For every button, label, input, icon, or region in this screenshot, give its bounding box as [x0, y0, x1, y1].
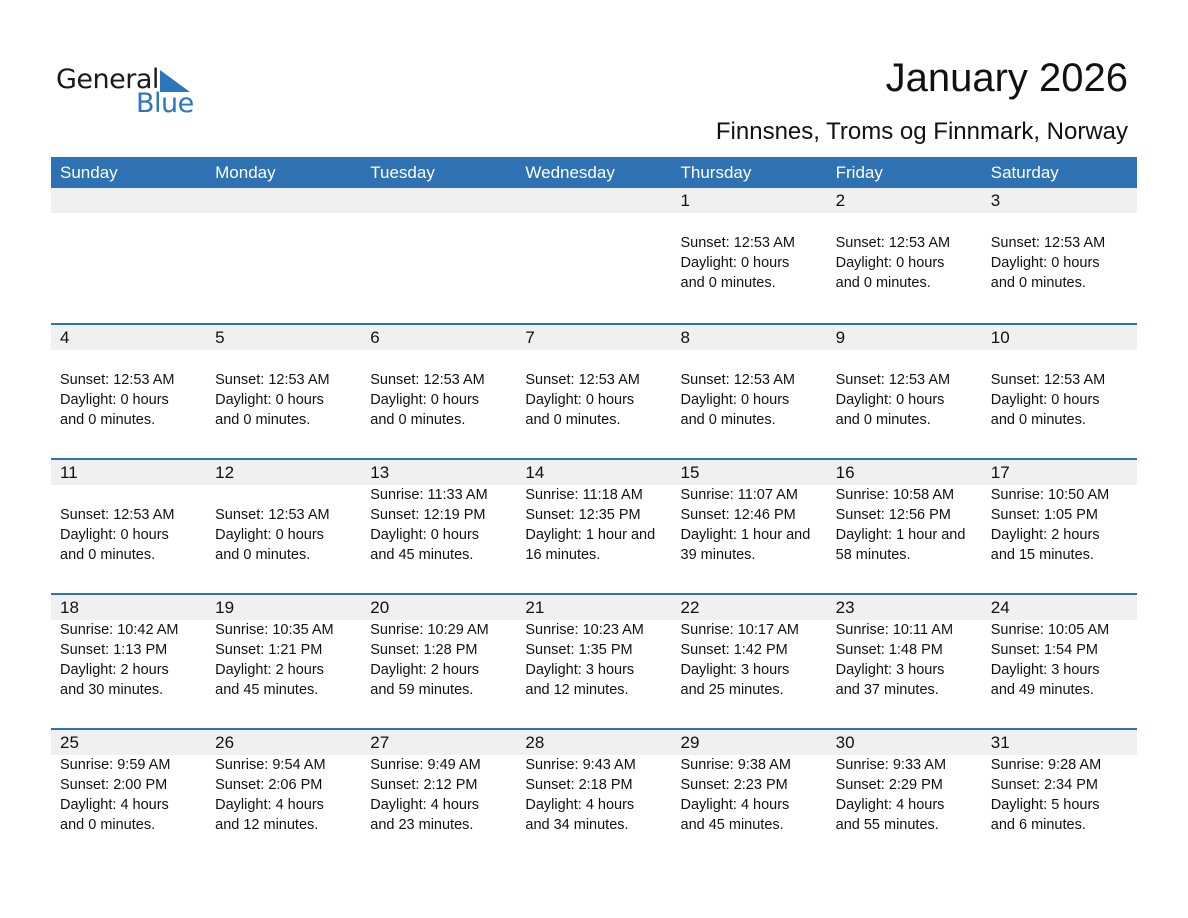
day-number: 21 — [525, 598, 545, 617]
daylight-text: Daylight: 4 hours — [680, 797, 790, 813]
day-cell — [982, 460, 1137, 593]
daylight-minutes-text: 16 minutes. — [525, 547, 601, 563]
daylight-minutes-text: and 37 minutes. — [835, 682, 939, 698]
day-number: 5 — [215, 328, 225, 347]
sunrise-text — [991, 213, 1137, 233]
sunset-text: Sunset: 12:46 PM — [680, 507, 796, 523]
day-cell — [361, 188, 516, 323]
daylight-text: Daylight: 2 hours — [370, 662, 480, 678]
day-number: 16 — [835, 463, 855, 482]
daylight-text: Daylight: 3 hours — [525, 662, 635, 678]
day-number: 7 — [525, 328, 535, 347]
sunrise-text — [681, 213, 827, 233]
calendar-week-row — [51, 458, 1137, 593]
daylight-minutes-text: and 0 minutes. — [990, 275, 1086, 291]
day-number: 6 — [370, 328, 380, 347]
sunrise-text — [991, 350, 1137, 370]
daylight-text: Daylight: 4 hours — [370, 797, 480, 813]
sunset-text: Sunset: 1:42 PM — [680, 642, 788, 658]
sunset-text: Sunset: 12:35 PM — [525, 507, 641, 523]
day-cell — [982, 595, 1137, 728]
day-number: 20 — [370, 598, 390, 617]
daylight-minutes-text: and 45 minutes. — [370, 547, 474, 563]
day-number: 11 — [60, 463, 78, 482]
daylight-minutes-text: and 12 minutes. — [525, 682, 629, 698]
sunrise-text — [215, 350, 361, 370]
sunrise-text: Sunrise: 9:54 AM — [215, 757, 326, 773]
sunset-text: Sunset: 2:12 PM — [370, 777, 478, 793]
sunset-text: Sunset: 12:56 PM — [835, 507, 951, 523]
day-cell — [516, 188, 671, 323]
daylight-minutes-text: and 0 minutes. — [990, 412, 1086, 428]
day-cell — [672, 730, 827, 863]
daylight-minutes-text: and 0 minutes. — [680, 412, 776, 428]
day-cell — [827, 460, 982, 593]
day-cell — [516, 325, 671, 458]
daylight-text: Daylight: 3 hours — [990, 662, 1100, 678]
day-number: 25 — [60, 733, 79, 752]
day-number: 30 — [835, 733, 855, 752]
day-number: 15 — [680, 463, 700, 482]
day-cell — [982, 325, 1137, 458]
sunset-text: Sunset: 12:53 AM — [835, 235, 951, 251]
day-cell — [361, 595, 516, 728]
day-number — [525, 188, 671, 213]
sunrise-text — [836, 350, 982, 370]
day-cell — [827, 325, 982, 458]
sunrise-text: Sunrise: 10:35 AM — [215, 622, 334, 638]
day-number: 23 — [835, 598, 855, 617]
day-cell — [206, 730, 361, 863]
logo-text-blue: Blue — [136, 88, 194, 119]
sunset-text: Sunset: 12:53 AM — [525, 372, 640, 388]
sunrise-text — [681, 350, 827, 370]
sunset-text: Sunset: 1:35 PM — [525, 642, 633, 658]
sunset-text: Sunset: 1:28 PM — [370, 642, 478, 658]
day-cell — [361, 325, 516, 458]
sunset-text: Sunset: 1:21 PM — [215, 642, 323, 658]
calendar-week-row — [51, 188, 1137, 323]
sunrise-text: Sunrise: 9:49 AM — [370, 757, 481, 773]
sunrise-text: Sunrise: 10:11 AM — [835, 622, 954, 638]
week-days — [51, 325, 1137, 458]
sunset-text: Sunset: 2:18 PM — [525, 777, 633, 793]
weekday-saturday: Saturday — [990, 163, 1059, 182]
daylight-text: Daylight: 2 hours — [215, 662, 324, 678]
daylight-minutes-text: and 55 minutes. — [835, 817, 939, 833]
daylight-minutes-text: and 45 minutes. — [680, 817, 784, 833]
daylight-text: Daylight: 1 hour and — [835, 527, 966, 543]
sunset-text: Sunset: 2:29 PM — [835, 777, 943, 793]
daylight-text: Daylight: 0 hours — [60, 527, 169, 543]
daylight-text: Daylight: 1 hour and — [680, 527, 811, 543]
day-cell — [827, 595, 982, 728]
day-number: 4 — [60, 328, 70, 347]
day-cell — [672, 188, 827, 323]
daylight-text: Daylight: 0 hours — [215, 392, 324, 408]
sunset-text: Sunset: 1:48 PM — [835, 642, 943, 658]
daylight-text: Daylight: 0 hours — [60, 392, 169, 408]
day-number: 12 — [215, 463, 235, 482]
daylight-minutes-text: and 0 minutes. — [215, 547, 311, 563]
daylight-text: Daylight: 0 hours — [215, 527, 324, 543]
day-number: 31 — [990, 733, 1010, 752]
sunrise-text: Sunrise: 9:33 AM — [835, 757, 947, 773]
sunrise-text: Sunrise: 10:58 AM — [835, 487, 955, 503]
sunset-text: Sunset: 1:05 PM — [990, 507, 1098, 523]
day-number — [60, 188, 206, 213]
daylight-minutes-text: and 59 minutes. — [370, 682, 474, 698]
sunset-text: Sunset: 12:53 AM — [990, 372, 1106, 388]
sunrise-text: Sunrise: 9:43 AM — [525, 757, 636, 773]
weekday-tuesday: Tuesday — [370, 163, 435, 182]
day-cell — [516, 730, 671, 863]
sunset-text: Sunset: 2:34 PM — [990, 777, 1098, 793]
day-cell — [361, 460, 516, 593]
daylight-text: Daylight: 4 hours — [60, 797, 169, 813]
sunrise-text — [60, 350, 206, 370]
sunset-text: Sunset: 12:53 AM — [835, 372, 951, 388]
sunrise-text: Sunrise: 10:05 AM — [990, 622, 1110, 638]
day-number — [370, 188, 516, 213]
sunrise-text — [60, 485, 206, 505]
sunrise-text: Sunrise: 11:18 AM — [525, 487, 643, 503]
daylight-minutes-text: and 30 minutes. — [60, 682, 164, 698]
daylight-minutes-text: 39 minutes. — [680, 547, 756, 563]
sunset-text: Sunset: 12:53 AM — [370, 372, 485, 388]
daylight-text: Daylight: 1 hour and — [525, 527, 656, 543]
daylight-minutes-text: and 23 minutes. — [370, 817, 474, 833]
daylight-text: Daylight: 4 hours — [525, 797, 635, 813]
weekday-monday: Monday — [215, 163, 276, 182]
sunset-text: Sunset: 12:53 AM — [990, 235, 1106, 251]
sunrise-text: Sunrise: 10:42 AM — [60, 622, 179, 638]
sunrise-text — [525, 350, 671, 370]
week-days — [51, 460, 1137, 593]
day-number: 24 — [990, 598, 1010, 617]
week-days — [51, 188, 1137, 323]
day-cell — [672, 460, 827, 593]
page-title: January 2026 — [885, 56, 1128, 100]
daylight-text: Daylight: 3 hours — [680, 662, 790, 678]
day-cell — [982, 730, 1137, 863]
daylight-text: Daylight: 0 hours — [990, 392, 1100, 408]
day-cell — [51, 595, 206, 728]
day-number: 26 — [215, 733, 235, 752]
daylight-text: Daylight: 0 hours — [525, 392, 635, 408]
weekday-header-row — [51, 157, 1137, 188]
calendar-week-row — [51, 323, 1137, 458]
daylight-text: Daylight: 2 hours — [60, 662, 169, 678]
day-cell — [206, 460, 361, 593]
day-number: 2 — [835, 191, 846, 210]
day-number: 27 — [370, 733, 390, 752]
daylight-minutes-text: and 15 minutes. — [990, 547, 1094, 563]
day-number: 8 — [680, 328, 690, 347]
daylight-minutes-text: and 49 minutes. — [990, 682, 1094, 698]
calendar-weeks — [51, 188, 1137, 863]
sunset-text: Sunset: 12:53 AM — [215, 507, 330, 523]
logo-text-general: General — [56, 64, 159, 95]
day-cell — [206, 595, 361, 728]
daylight-text: Daylight: 2 hours — [990, 527, 1100, 543]
calendar-week-row — [51, 728, 1137, 863]
daylight-minutes-text: and 0 minutes. — [60, 817, 156, 833]
day-cell — [827, 730, 982, 863]
day-number: 10 — [990, 328, 1010, 347]
day-cell — [672, 325, 827, 458]
sunrise-text: Sunrise: 11:07 AM — [680, 487, 798, 503]
daylight-text: Daylight: 4 hours — [835, 797, 945, 813]
daylight-minutes-text: and 25 minutes. — [680, 682, 784, 698]
daylight-text: Daylight: 0 hours — [990, 255, 1100, 271]
calendar-grid — [51, 157, 1137, 863]
day-cell — [51, 730, 206, 863]
daylight-minutes-text: and 0 minutes. — [60, 547, 156, 563]
sunset-text: Sunset: 12:53 AM — [60, 507, 175, 523]
day-cell — [51, 188, 206, 323]
sunrise-text: Sunrise: 10:29 AM — [370, 622, 489, 638]
daylight-minutes-text: and 34 minutes. — [525, 817, 629, 833]
daylight-text: Daylight: 0 hours — [835, 392, 945, 408]
sunrise-text: Sunrise: 9:38 AM — [680, 757, 791, 773]
day-cell — [516, 595, 671, 728]
daylight-minutes-text: and 0 minutes. — [60, 412, 156, 428]
sunset-text: Sunset: 12:53 AM — [60, 372, 175, 388]
daylight-minutes-text: and 0 minutes. — [680, 275, 776, 291]
day-cell — [51, 460, 206, 593]
day-number: 1 — [680, 191, 690, 210]
day-cell — [206, 188, 361, 323]
day-number: 22 — [680, 598, 700, 617]
day-cell — [51, 325, 206, 458]
daylight-minutes-text: and 12 minutes. — [215, 817, 319, 833]
daylight-text: Daylight: 3 hours — [835, 662, 945, 678]
daylight-text: Daylight: 4 hours — [215, 797, 324, 813]
daylight-minutes-text: and 0 minutes. — [215, 412, 311, 428]
day-number: 3 — [990, 191, 1001, 210]
day-number: 18 — [60, 598, 79, 617]
location-subtitle: Finnsnes, Troms og Finnmark, Norway — [715, 118, 1128, 145]
daylight-minutes-text: and 45 minutes. — [215, 682, 319, 698]
daylight-minutes-text: and 0 minutes. — [835, 412, 931, 428]
sunrise-text: Sunrise: 10:23 AM — [525, 622, 644, 638]
daylight-text: Daylight: 0 hours — [835, 255, 945, 271]
day-cell — [516, 460, 671, 593]
day-number — [215, 188, 361, 213]
day-number: 29 — [680, 733, 700, 752]
day-cell — [827, 188, 982, 323]
daylight-text: Daylight: 0 hours — [370, 392, 480, 408]
sunset-text: Sunset: 12:53 AM — [215, 372, 330, 388]
week-days — [51, 595, 1137, 728]
day-cell — [361, 730, 516, 863]
sunrise-text: Sunrise: 10:17 AM — [680, 622, 799, 638]
daylight-text: Daylight: 0 hours — [680, 255, 790, 271]
sunrise-text: Sunrise: 10:50 AM — [990, 487, 1110, 503]
sunrise-text — [836, 213, 982, 233]
sunrise-text — [370, 350, 516, 370]
sunrise-text: Sunrise: 9:28 AM — [990, 757, 1102, 773]
sunset-text: Sunset: 2:23 PM — [680, 777, 788, 793]
daylight-minutes-text: and 6 minutes. — [990, 817, 1086, 833]
day-number: 13 — [370, 463, 390, 482]
weekday-sunday: Sunday — [60, 163, 118, 182]
daylight-minutes-text: 58 minutes. — [835, 547, 911, 563]
general-blue-logo — [56, 62, 206, 122]
sunrise-text: Sunrise: 11:33 AM — [370, 487, 488, 503]
day-cell — [982, 188, 1137, 323]
sunset-text: Sunset: 12:53 AM — [680, 372, 795, 388]
sunset-text: Sunset: 12:19 PM — [370, 507, 486, 523]
week-days — [51, 730, 1137, 863]
sunrise-text — [215, 485, 361, 505]
day-number: 17 — [990, 463, 1010, 482]
day-cell — [672, 595, 827, 728]
sunset-text: Sunset: 1:54 PM — [990, 642, 1098, 658]
daylight-text: Daylight: 0 hours — [680, 392, 790, 408]
day-cell — [206, 325, 361, 458]
daylight-text: Daylight: 5 hours — [990, 797, 1100, 813]
weekday-friday: Friday — [835, 163, 883, 182]
sunset-text: Sunset: 2:06 PM — [215, 777, 323, 793]
daylight-text: Daylight: 0 hours — [370, 527, 480, 543]
sunset-text: Sunset: 2:00 PM — [60, 777, 168, 793]
day-number: 9 — [835, 328, 846, 347]
sunset-text: Sunset: 12:53 AM — [680, 235, 795, 251]
day-number: 19 — [215, 598, 235, 617]
weekday-wednesday: Wednesday — [525, 163, 615, 182]
day-number: 14 — [525, 463, 545, 482]
weekday-thursday: Thursday — [680, 163, 752, 182]
sunrise-text: Sunrise: 9:59 AM — [60, 757, 171, 773]
daylight-minutes-text: and 0 minutes. — [370, 412, 466, 428]
daylight-minutes-text: and 0 minutes. — [525, 412, 621, 428]
day-number: 28 — [525, 733, 545, 752]
sunset-text: Sunset: 1:13 PM — [60, 642, 168, 658]
daylight-minutes-text: and 0 minutes. — [835, 275, 931, 291]
calendar-week-row — [51, 593, 1137, 728]
